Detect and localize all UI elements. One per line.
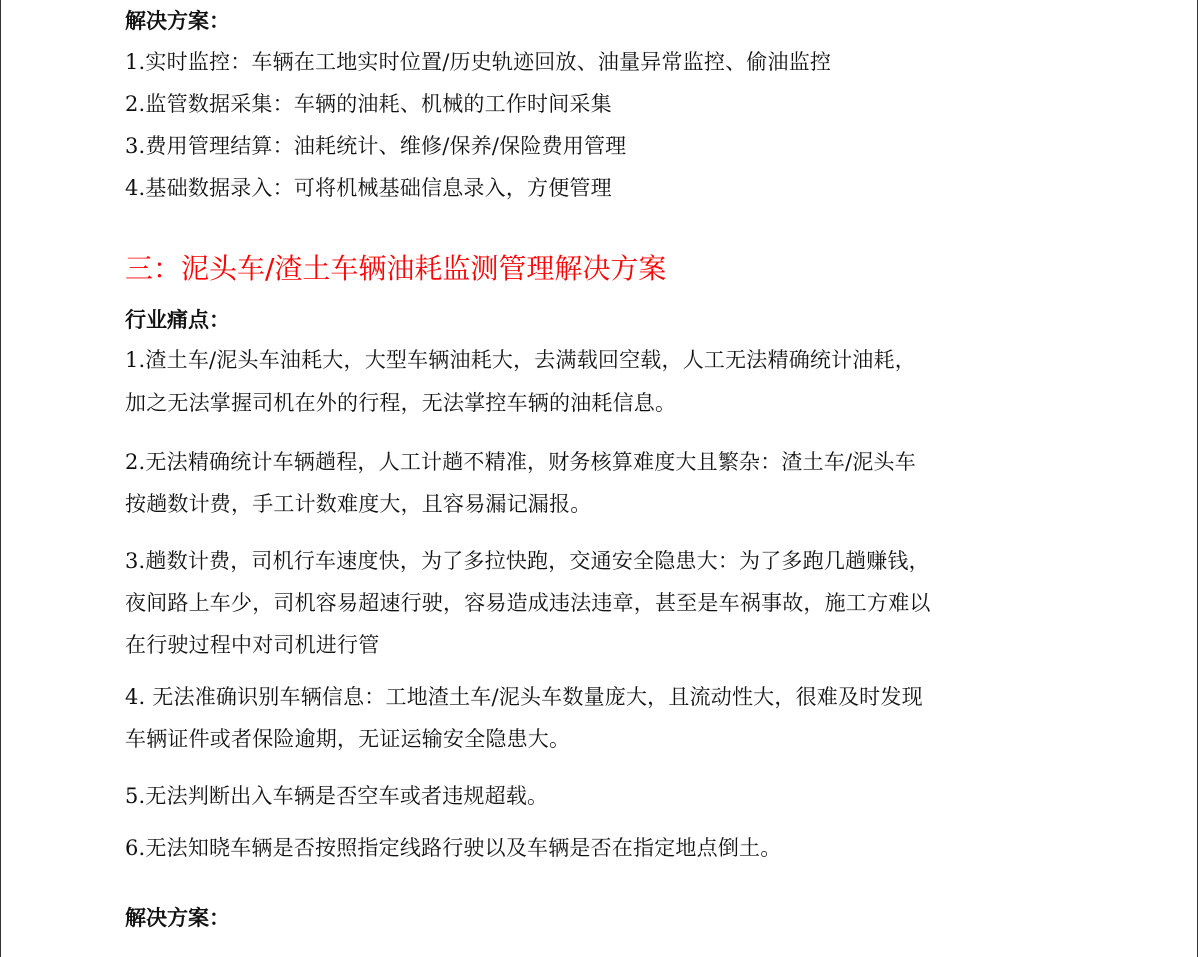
solution-item-3: 3.费用管理结算：油耗统计、维修/保养/保险费用管理 — [125, 134, 627, 158]
pain-point-6-line-1: 6.无法知晓车辆是否按照指定线路行驶以及车辆是否在指定地点倒土。 — [125, 836, 782, 860]
pain-point-2-line-2: 按趟数计费，手工计数难度大，且容易漏记漏报。 — [125, 492, 592, 516]
pain-point-3-line-2: 夜间路上车少，司机容易超速行驶，容易造成违法违章，甚至是车祸事故，施工方难以 — [125, 591, 931, 615]
pain-point-4-line-2: 车辆证件或者保险逾期，无证运输安全隐患大。 — [125, 727, 571, 751]
solution-item-1: 1.实时监控：车辆在工地实时位置/历史轨迹回放、油量异常监控、偷油监控 — [125, 50, 832, 74]
solution-item-4: 4.基础数据录入：可将机械基础信息录入，方便管理 — [125, 176, 612, 200]
solution-label-bottom: 解决方案： — [125, 906, 230, 930]
pain-point-4-line-1: 4. 无法准确识别车辆信息：工地渣土车/泥头车数量庞大，且流动性大，很难及时发现 — [125, 685, 923, 709]
pain-point-1-line-2: 加之无法掌握司机在外的行程，无法掌控车辆的油耗信息。 — [125, 391, 677, 415]
pain-point-5-line-1: 5.无法判断出入车辆是否空车或者违规超载。 — [125, 784, 549, 808]
pain-point-2-line-1: 2.无法精确统计车辆趟程，人工计趟不精准，财务核算难度大且繁杂：渣土车/泥头车 — [125, 450, 916, 474]
pain-points-label: 行业痛点： — [125, 308, 230, 332]
pain-point-3-line-3: 在行驶过程中对司机进行管 — [125, 633, 380, 657]
solution-item-2: 2.监管数据采集：车辆的油耗、机械的工作时间采集 — [125, 92, 612, 116]
solution-label-top: 解决方案： — [125, 9, 230, 33]
section-heading: 三：泥头车/渣土车辆油耗监测管理解决方案 — [125, 252, 667, 285]
pain-point-3-line-1: 3.趟数计费，司机行车速度快，为了多拉快跑，交通安全隐患大：为了多跑几趟赚钱， — [125, 549, 930, 573]
pain-point-1-line-1: 1.渣土车/泥头车油耗大，大型车辆油耗大，去满载回空载，人工无法精确统计油耗， — [125, 348, 916, 372]
